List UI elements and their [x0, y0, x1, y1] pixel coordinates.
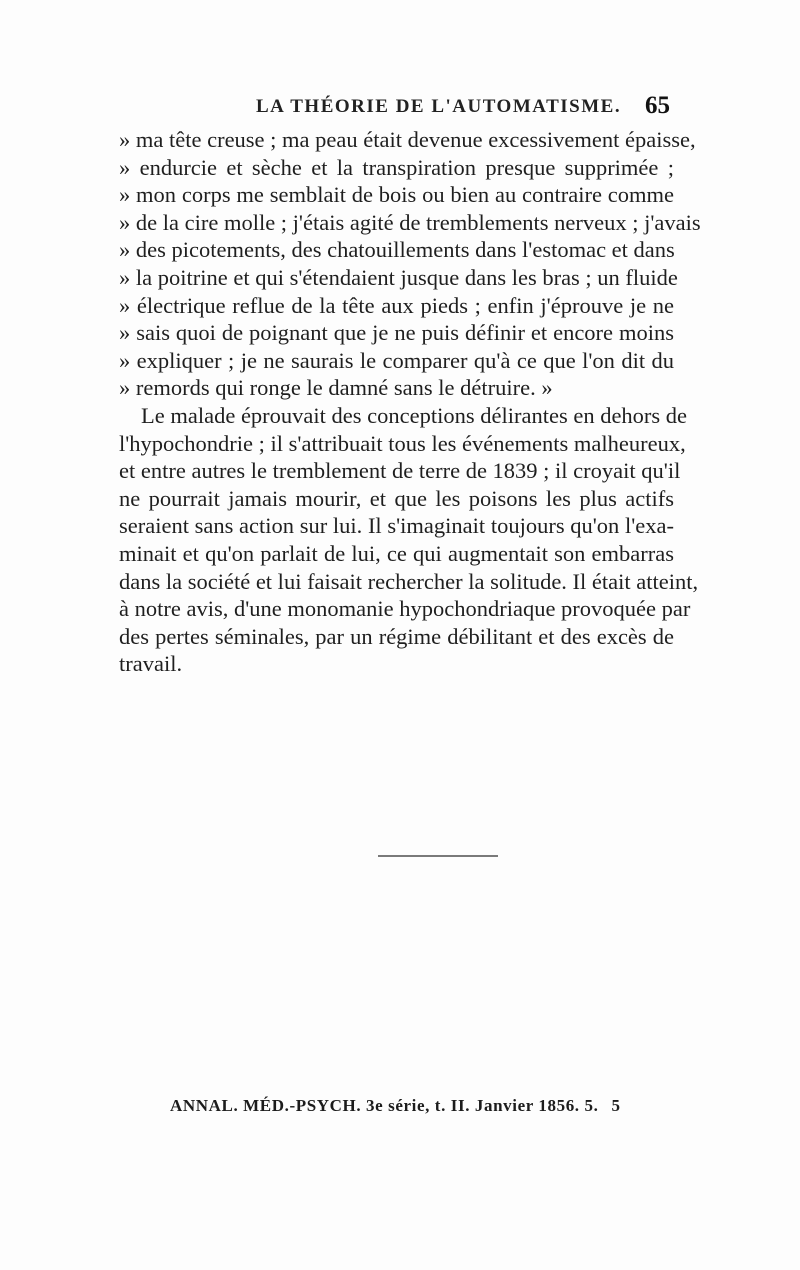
text-line: » endurcie et sèche et la transpiration presque supprimée ; [119, 154, 674, 180]
page-footer [170, 1096, 620, 1124]
text-line: des pertes séminales, par un régime débilitant et des excès de [119, 623, 674, 649]
sheet-number: 5 [611, 1096, 620, 1115]
text-line: à notre avis, d'une monomanie hypochondriaque provoquée par [119, 596, 691, 622]
body-text [119, 126, 701, 678]
text-line: Le malade éprouvait des conceptions délirantes en dehors de [141, 402, 688, 428]
text-line: » sais quoi de poignant que je ne puis définir et encore moins [119, 320, 674, 346]
text-line: » la poitrine et qui s'étendaient jusque dans les bras ; un fluide [119, 264, 678, 290]
text-line: » expliquer ; je ne saurais le comparer qu'à ce que l'on dit du [119, 347, 674, 373]
text-line: » remords qui ronge le damné sans le détruire. » [119, 375, 553, 401]
running-head [250, 92, 670, 122]
text-line: dans la société et lui faisait rechercher la solitude. Il était atteint, [119, 568, 699, 594]
text-line: » ma tête creuse ; ma peau était devenue excessivement épaisse, [119, 127, 696, 152]
text-line: » mon corps me semblait de bois ou bien au contraire comme [119, 182, 674, 208]
text-line: » de la cire molle ; j'étais agité de tremblements nerveux ; j'avais [119, 209, 701, 235]
bleed-through-rule [378, 855, 498, 857]
text-line: » des picotements, des chatouillements dans l'estomac et dans [119, 237, 675, 263]
text-line: » électrique reflue de la tête aux pieds ; enfin j'éprouve je ne [119, 292, 674, 318]
text-line: et entre autres le tremblement de terre de 1839 ; il croyait qu'il [119, 458, 681, 484]
text-line: l'hypochondrie ; il s'attribuait tous les événements malheureux, [119, 430, 686, 456]
signature-mark: ANNAL. MÉD.-PSYCH. 3e série, t. II. Janvier 1856. 5. [170, 1096, 599, 1115]
page-number: 65 [645, 92, 670, 119]
text-line: ne pourrait jamais mourir, et que les poisons les plus actifs [119, 485, 674, 511]
running-title: LA THÉORIE DE L'AUTOMATISME. [256, 96, 622, 117]
text-line: seraient sans action sur lui. Il s'imaginait toujours qu'on l'exa- [119, 513, 674, 539]
text-line: travail. [119, 651, 183, 677]
text-line: minait et qu'on parlait de lui, ce qui augmentait son embarras [119, 540, 674, 566]
